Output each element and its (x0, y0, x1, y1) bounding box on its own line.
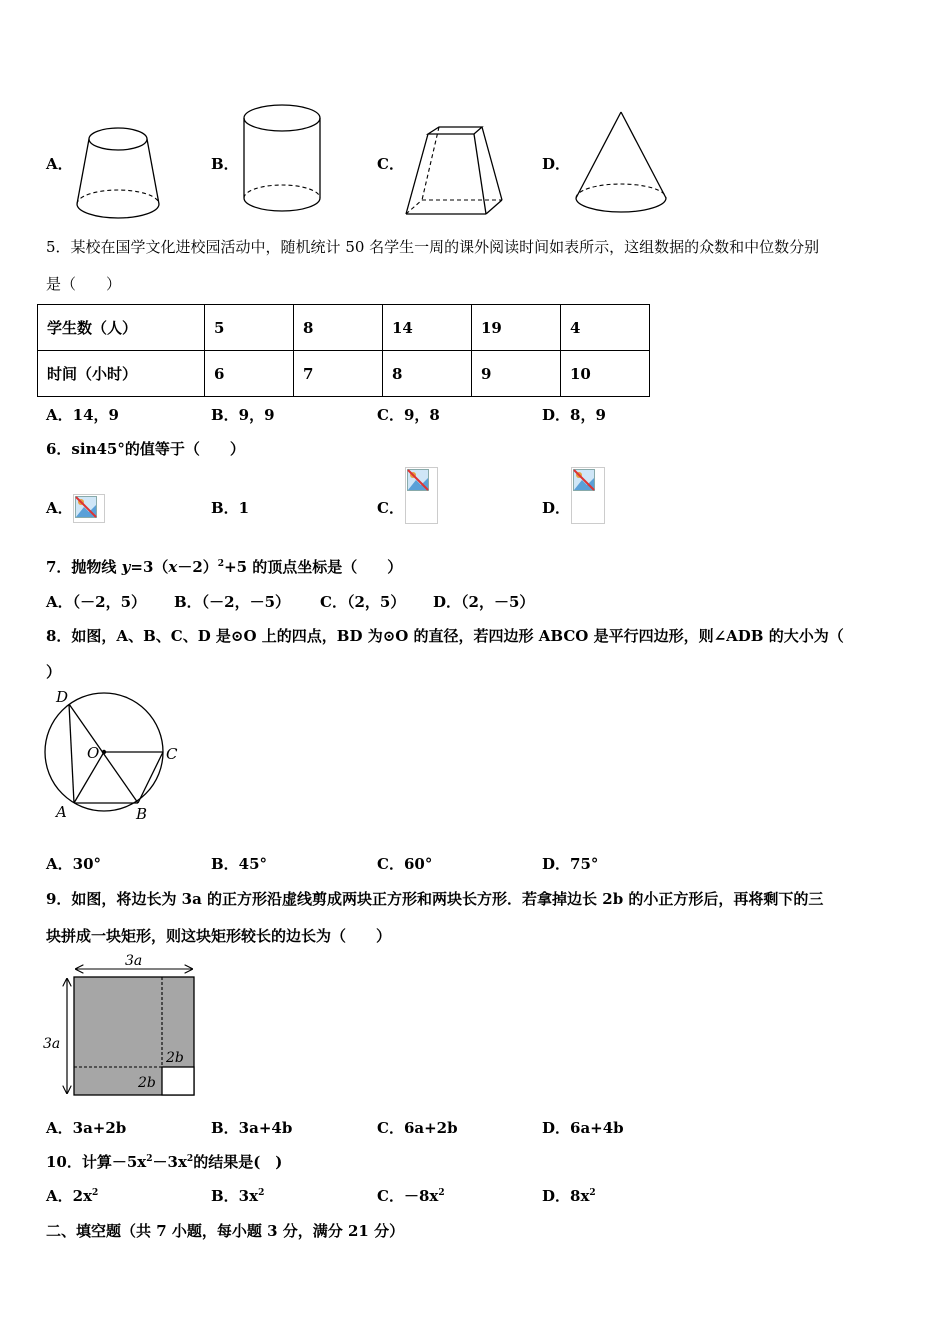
table-cell: 14 (383, 305, 472, 351)
frustum-cone-figure (72, 122, 164, 220)
q7-text-mid2: －2） (177, 558, 218, 576)
q8-option-c[interactable]: C．60° (377, 855, 433, 873)
q7-option-d[interactable]: D．（2，－5） (433, 593, 535, 611)
q7-var-x: x (168, 558, 178, 576)
q7-option-b[interactable]: B．（－2，－5） (174, 593, 291, 611)
q10-option-b-base: B．3x (211, 1187, 259, 1205)
section-heading: 二、填空题（共 7 小题，每小题 3 分，满分 21 分） (46, 1222, 405, 1240)
label-bottom-2b: 2b (138, 1075, 156, 1091)
q4-option-d-label[interactable]: D． (542, 155, 571, 173)
q9-option-a[interactable]: A．3a+2b (46, 1119, 127, 1137)
q8-option-a[interactable]: A．30° (46, 855, 102, 873)
cone-figure (570, 108, 672, 218)
q4-option-a-label[interactable]: A． (46, 155, 73, 173)
q7-option-c[interactable]: C．（2，5） (320, 593, 406, 611)
q7-text-mid1: =3（ (130, 558, 169, 576)
label-c: C (166, 745, 178, 763)
q8-option-b[interactable]: B．45° (211, 855, 268, 873)
q9-option-d[interactable]: D．6a+4b (542, 1119, 624, 1137)
q10-option-b-exp: 2 (258, 1188, 265, 1198)
q7-text-post: +5 的顶点坐标是（ ） (224, 558, 403, 576)
table-cell: 学生数（人） (38, 305, 205, 351)
q9-option-b[interactable]: B．3a+4b (211, 1119, 293, 1137)
q9-option-c[interactable]: C．6a+2b (377, 1119, 458, 1137)
q6-option-d[interactable]: D． (542, 499, 571, 517)
q7-exponent: 2 (217, 559, 225, 569)
label-left-3a: 3a (43, 1036, 61, 1052)
q10-option-a-exp: 2 (92, 1188, 99, 1198)
image-placeholder-icon (407, 469, 429, 491)
circle-geometry-figure (40, 686, 186, 824)
table-cell: 9 (472, 351, 561, 397)
q10-text-post: 的结果是( ) (193, 1153, 283, 1171)
q10-exponent-2: 2 (186, 1154, 194, 1164)
q5-option-b[interactable]: B．9，9 (211, 406, 275, 424)
table-row (38, 305, 650, 351)
table-cell: 7 (294, 351, 383, 397)
broken-image-icon (405, 467, 438, 524)
broken-image-icon (73, 494, 105, 523)
table-cell: 5 (205, 305, 294, 351)
q8-option-d[interactable]: D．75° (542, 855, 599, 873)
table-cell: 19 (472, 305, 561, 351)
q10-option-c-base: C．－8x (377, 1187, 439, 1205)
label-inner-2b: 2b (166, 1050, 184, 1066)
broken-image-icon (571, 467, 605, 524)
q10-option-d-base: D．8x (542, 1187, 590, 1205)
q10-text (46, 1151, 282, 1172)
cylinder-figure (238, 100, 326, 218)
table-cell: 10 (561, 351, 650, 397)
q5-text-line1: 5．某校在国学文化进校园活动中，随机统计 50 名学生一周的课外阅读时间如表所示，这组数据的众数和中位数分别 (46, 238, 820, 256)
q10-option-d-exp: 2 (589, 1188, 596, 1198)
q10-text-pre: 10．计算－5x (46, 1153, 147, 1171)
q5-option-d[interactable]: D．8，9 (542, 406, 606, 424)
q8-text-line1: 8．如图，A、B、C、D 是⊙O 上的四点，BD 为⊙O 的直径，若四边形 ABCO 是平行四边形，则∠ADB 的大小为（ (46, 627, 844, 645)
label-top-3a: 3a (125, 953, 143, 969)
q10-exponent-1: 2 (146, 1154, 153, 1164)
q4-option-b-label[interactable]: B． (211, 155, 239, 173)
table-cell: 6 (205, 351, 294, 397)
q10-option-a[interactable] (46, 1185, 98, 1206)
q7-text (46, 556, 402, 577)
image-placeholder-icon (75, 496, 97, 518)
q5-data-table (37, 304, 650, 397)
q7-var-y: y (121, 558, 131, 576)
label-d: D (56, 688, 69, 706)
label-o: O (87, 744, 100, 762)
table-cell: 时间（小时） (38, 351, 205, 397)
q10-option-c[interactable] (377, 1185, 445, 1206)
q10-option-b[interactable] (211, 1185, 264, 1206)
label-a: A (56, 803, 67, 821)
q5-option-a[interactable]: A．14，9 (46, 406, 119, 424)
q10-option-c-exp: 2 (438, 1188, 445, 1198)
label-b: B (136, 805, 148, 823)
q7-option-a[interactable]: A．（－2，5） (46, 593, 147, 611)
q6-option-b[interactable]: B．1 (211, 499, 250, 517)
q10-option-d[interactable] (542, 1185, 596, 1206)
q6-text: 6．sin45°的值等于（ ） (46, 440, 245, 458)
q7-text-pre: 7．抛物线 (46, 558, 122, 576)
table-cell: 8 (294, 305, 383, 351)
frustum-pyramid-figure (402, 122, 508, 218)
square-cut-figure (40, 950, 200, 1100)
image-placeholder-icon (573, 469, 595, 491)
q5-text-line2: 是（ ） (46, 275, 122, 293)
q8-text-line2: ） (46, 663, 62, 681)
q4-option-c-label[interactable]: C． (377, 155, 404, 173)
q9-text-line2: 块拼成一块矩形，则这块矩形较长的边长为（ ） (46, 927, 392, 945)
q5-option-c[interactable]: C．9，8 (377, 406, 440, 424)
q10-option-a-base: A．2x (46, 1187, 93, 1205)
q9-text-line1: 9．如图，将边长为 3a 的正方形沿虚线剪成两块正方形和两块长方形．若拿掉边长 2b 的小正方形后，再将剩下的三 (46, 890, 824, 908)
table-cell: 8 (383, 351, 472, 397)
table-row (38, 351, 650, 397)
table-cell: 4 (561, 305, 650, 351)
q6-option-a[interactable]: A． (46, 499, 73, 517)
q6-option-c[interactable]: C． (377, 499, 404, 517)
q10-text-mid: －3x (152, 1153, 187, 1171)
